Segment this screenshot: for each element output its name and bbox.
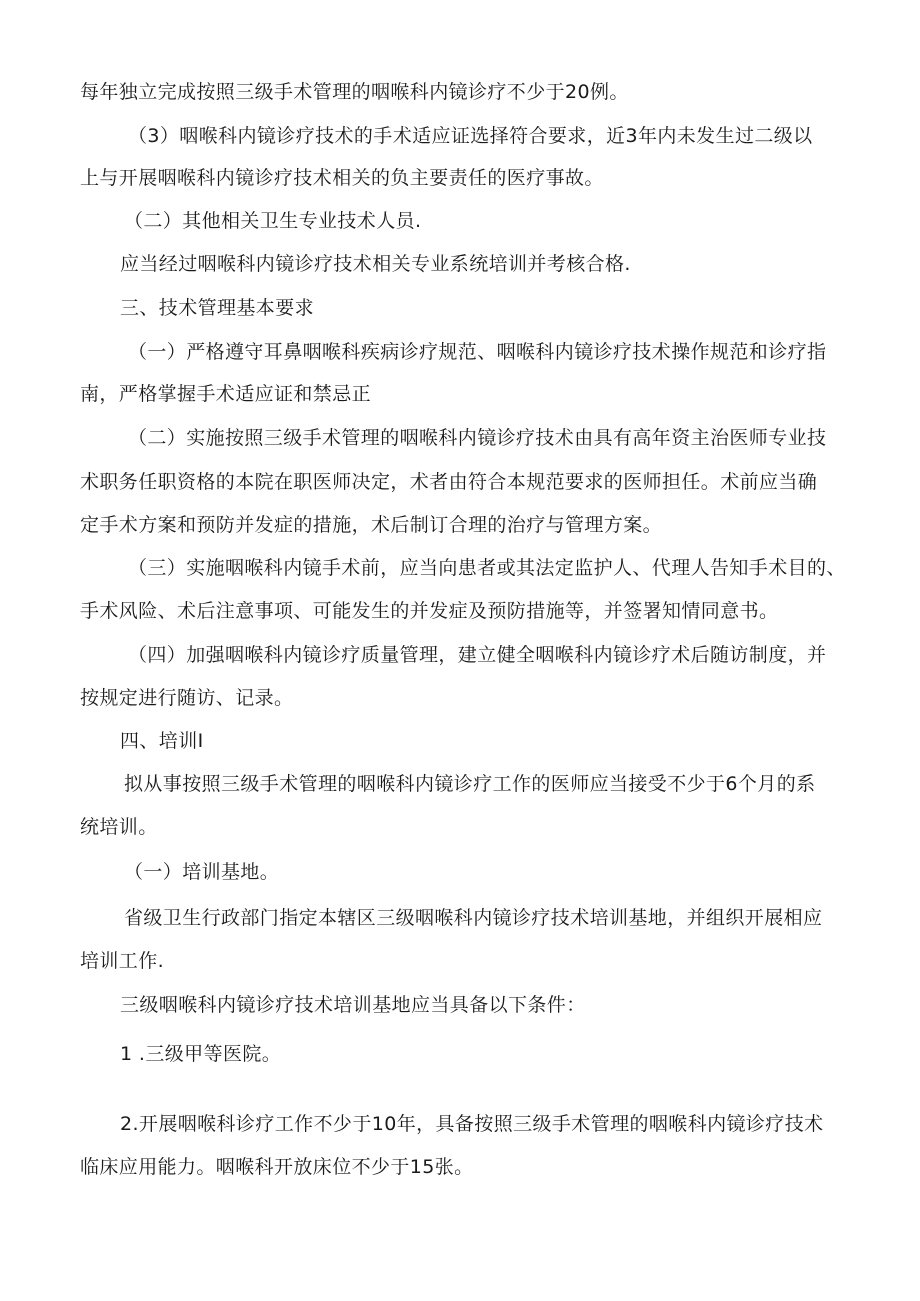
text-line: 南，严格掌握手术适应证和禁忌正 [80,383,372,405]
text-line: （3）咽喉科内镜诊疗技术的手术适应证选择符合要求，近3年内未发生过二级以 [128,125,813,147]
text-line: （四）加强咽喉科内镜诊疗质量管理，建立健全咽喉科内镜诊疗术后随访制度，并 [128,644,827,666]
text-line: （一）培训基地。 [124,861,280,883]
text-line: 应当经过咽喉科内镜诊疗技术相关专业系统培训并考核合格. [120,253,631,275]
text-line: 按规定进行随访、记录。 [80,687,294,709]
text-line: 统培训。 [80,816,158,838]
text-line: （二）实施按照三级手术管理的咽喉科内镜诊疗技术由具有高年资主治医师专业技 [128,427,827,449]
text-line: 临床应用能力。咽喉科开放床位不少于15张。 [80,1156,474,1178]
text-line: 定手术方案和预防并发症的措施，术后制订合理的治疗与管理方案。 [80,514,663,536]
text-line: 术职务任职资格的本院在职医师决定，术者由符合本规范要求的医师担任。术前应当确 [80,471,818,493]
text-line: 上与开展咽喉科内镜诊疗技术相关的负主要责任的医疗事故。 [80,167,604,189]
text-line: 三级咽喉科内镜诊疗技术培训基地应当具备以下条件： [120,994,586,1016]
list-item: 2.开展咽喉科诊疗工作不少于10年，具备按照三级手术管理的咽喉科内镜诊疗技术 [120,1113,824,1135]
section-heading: 三、技术管理基本要求 [120,297,315,319]
text-line: （二）其他相关卫生专业技术人员. [124,210,422,232]
text-line: 手术风险、术后注意事项、可能发生的并发症及预防措施等，并签署知情同意书。 [80,600,779,622]
text-line: （一）严格遵守耳鼻咽喉科疾病诊疗规范、咽喉科内镜诊疗技术操作规范和诊疗指 [128,341,827,363]
text-line: 省级卫生行政部门指定本辖区三级咽喉科内镜诊疗技术培训基地，并组织开展相应 [124,907,823,929]
text-line: 拟从事按照三级手术管理的咽喉科内镜诊疗工作的医师应当接受不少于6个月的系 [124,773,816,795]
text-line: （三）实施咽喉科内镜手术前，应当向患者或其法定监护人、代理人告知手术目的、 [128,557,846,579]
section-heading: 四、培训I [120,730,204,752]
list-item: 1 .三级甲等医院。 [120,1043,282,1065]
text-line: 培训工作. [80,950,165,972]
text-line: 每年独立完成按照三级手术管理的咽喉科内镜诊疗不少于20例。 [80,81,629,103]
